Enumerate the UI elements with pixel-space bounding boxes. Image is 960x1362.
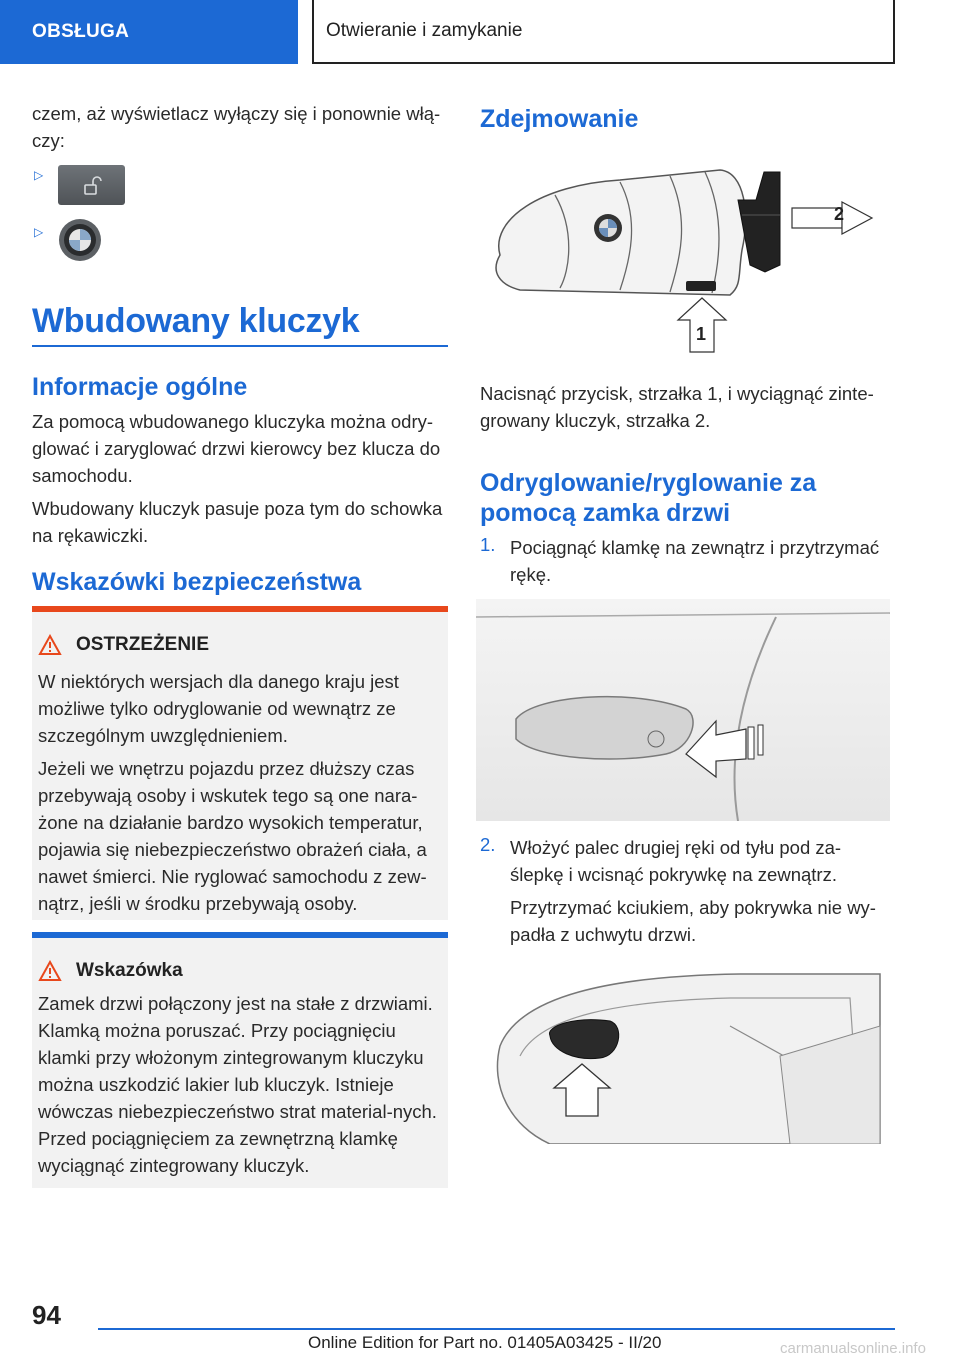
bmw-logo-button-icon (58, 218, 102, 262)
warning-box (32, 606, 448, 920)
step-marker-2: ▷ (34, 225, 44, 239)
page-number: 94 (32, 1300, 61, 1330)
step-1-text: Pociągnąć klamkę na zewnątrz i przytrzymać rękę. (510, 537, 880, 585)
step-2-p2: Przytrzymać kciukiem, aby pokrywka nie wy‐padła z uchwytu drzwi. (510, 897, 876, 945)
general-p2: Wbudowany kluczyk pasuje poza tym do schowka na rękawiczki. (32, 498, 443, 546)
step-1-number: 1. (480, 534, 496, 555)
footer-rule (98, 1328, 895, 1330)
note-box (32, 932, 448, 1188)
unlock-button-icon (58, 165, 125, 205)
heading-built-in-key: Wbudowany kluczyk (32, 302, 360, 340)
door-cap-illustration (490, 966, 886, 1144)
heading-safety: Wskazówki bezpieczeństwa (32, 568, 362, 596)
note-accent-bar (32, 932, 448, 938)
heading-rule (32, 345, 448, 347)
step-2-p1: Włożyć palec drugiej ręki od tyłu pod za‐ślepkę i wcisnąć pokrywkę na zewnątrz. (510, 837, 842, 885)
step-2-text (510, 834, 890, 954)
removal-text: Nacisnąć przycisk, strzałka 1, i wyciągnąć zinte‐growany kluczyk, strzałka 2. (480, 383, 874, 431)
arrow-1-label: 1 (696, 324, 707, 344)
note-triangle-icon (38, 960, 62, 982)
step-2-number: 2. (480, 834, 496, 855)
watermark: carmanualsonline.info (780, 1340, 926, 1357)
warning-p2: Jeżeli we wnętrzu pojazdu przez dłuższy czas przebywają osoby i wskutek tego są one nara‐żone na działanie bardzo wysokich temperatur, pojawia się niebezpieczeństwo obrażeń ciała, a nawet śmierci. Nie ryglować samochodu z zew‐nątrz, jeśli w środku przebywają osoby. (38, 758, 427, 914)
heading-general-info: Informacje ogólne (32, 373, 248, 401)
note-title: Wskazówka (76, 960, 183, 981)
warning-p1: W niektórych wersjach dla danego kraju jest możliwe tylko odryglowanie od wewnątrz ze szczególnym uwzględnieniem. (38, 671, 399, 746)
key-removal-illustration (480, 160, 880, 360)
step-marker-1: ▷ (34, 168, 44, 182)
heading-removal: Zdejmowanie (480, 105, 639, 133)
heading-door-lock: Odryglowanie/ryglowanie za pomocą zamka drzwi (480, 469, 817, 527)
section-tab: OBSŁUGA (0, 0, 298, 64)
footer-edition: Online Edition for Part no. 01405A03425 - II/20 (308, 1333, 662, 1352)
warning-triangle-icon (38, 634, 62, 656)
intro-text: czem, aż wyświetlacz wyłączy się i ponownie włą‐czy: (32, 103, 441, 151)
general-info-text (32, 408, 448, 555)
warning-title: OSTRZEŻENIE (76, 634, 210, 655)
warning-accent-bar (32, 606, 448, 612)
arrow-2-label: 2 (834, 204, 845, 224)
chapter-title: Otwieranie i zamykanie (312, 0, 895, 64)
note-p1: Zamek drzwi połączony jest na stałe z drzwiami. Klamką można poruszać. Przy pociągnięciu klamki przy włożonym zintegrowanym kluczyku można uszkodzić lakier lub kluczyk. Istnieje wówczas niebezpieczeństwo strat material‐nych. Przed pociągnięciem za zewnętrzną klamkę wyciągnąć zintegrowany kluczyk. (38, 993, 437, 1176)
general-p1: Za pomocą wbudowanego kluczyka można odry‐glować i zaryglować drzwi kierowcy bez klucza do samochodu. (32, 411, 441, 486)
door-handle-illustration (476, 599, 890, 821)
